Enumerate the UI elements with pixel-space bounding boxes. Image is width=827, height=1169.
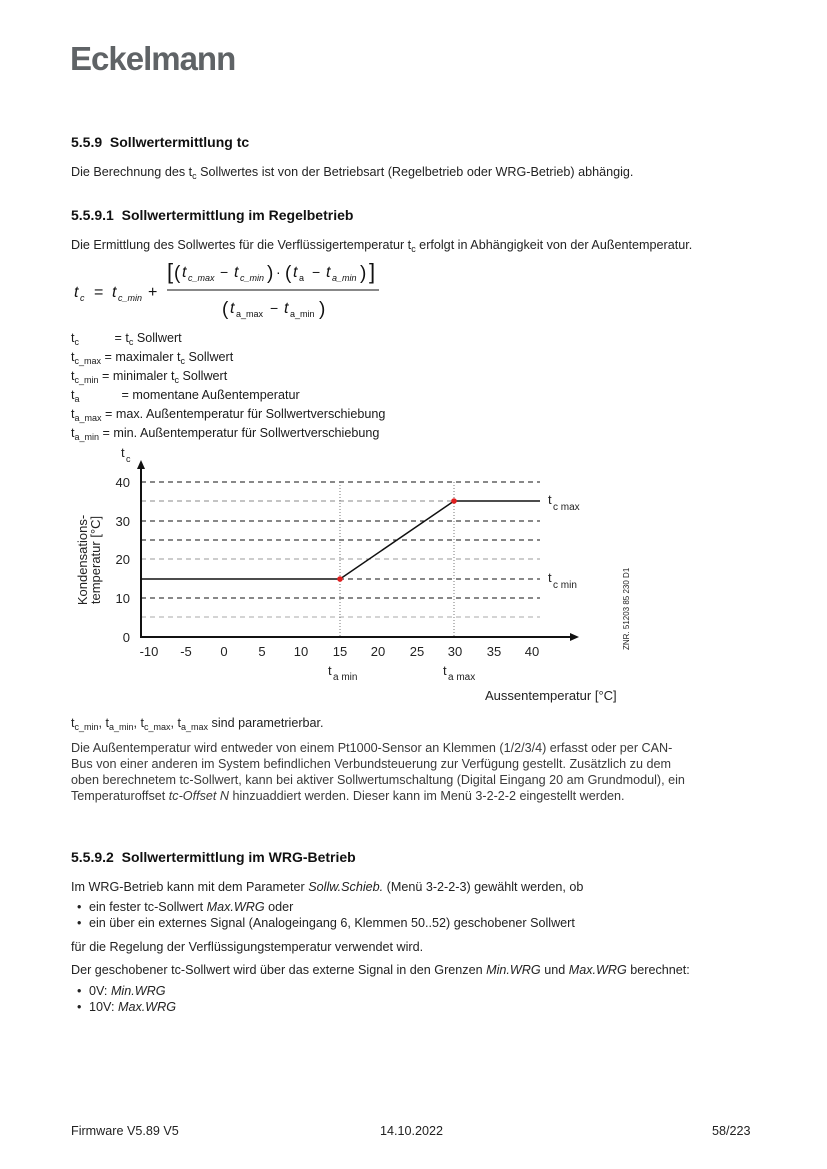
svg-text:c: c	[80, 293, 85, 303]
svg-text:15: 15	[332, 644, 348, 659]
footer-date: 14.10.2022	[380, 1124, 444, 1138]
svg-text:t: t	[328, 663, 332, 678]
svg-text:0: 0	[122, 630, 130, 645]
svg-text:t: t	[230, 300, 235, 317]
wrg-line3: Der geschobener tc-Sollwert wird über das externe Signal in den Grenzen Min.WRG und Max.WRG berechnet:	[71, 963, 690, 977]
svg-text:a: a	[299, 273, 305, 283]
intro-text: Die Ermittlung des Sollwertes für die Verflüssigertemperatur t	[71, 238, 412, 252]
svg-text:t: t	[293, 264, 298, 281]
svg-text:0: 0	[220, 644, 228, 659]
section-heading	[71, 134, 249, 150]
list-item: • 0V: Min.WRG	[71, 983, 176, 999]
svg-text:t: t	[443, 663, 447, 678]
x-tick-labels	[140, 644, 540, 659]
svg-text:-5: -5	[180, 644, 192, 659]
section-number: 5.5.9	[71, 134, 103, 150]
list-item: • ein fester tc-Sollwert Max.WRG oder	[71, 899, 575, 915]
svg-text:t: t	[74, 284, 79, 301]
svg-text:]: ]	[369, 259, 376, 284]
svg-text:20: 20	[370, 644, 386, 659]
svg-text:temperatur [°C]: temperatur [°C]	[88, 515, 103, 605]
list-item: • 10V: Max.WRG	[71, 999, 176, 1015]
svg-text:-10: -10	[139, 644, 159, 659]
x-axis-label: Aussentemperatur [°C]	[485, 688, 617, 703]
subsection-heading-regelbetrieb	[71, 207, 353, 223]
wrg-line2: für die Regelung der Verflüssigungstemperatur verwendet wird.	[71, 940, 424, 954]
definition-row: $t_c = t_c$ Sollwert	[71, 331, 182, 347]
setpoint-chart	[0, 440, 827, 710]
definition-row: $t_{c\_max}$ = maximaler $t_c$ Sollwert	[71, 350, 234, 366]
drawing-number: ZNR. 51203 85 230 D1	[622, 567, 631, 650]
y-axis-top-label: t	[121, 445, 125, 460]
svg-text:−: −	[270, 300, 279, 316]
svg-text:t: t	[112, 284, 117, 301]
variable-definitions	[71, 329, 385, 443]
subsection-number: 5.5.9.2	[71, 849, 114, 865]
svg-text:(: (	[285, 263, 292, 284]
subsection-number: 5.5.9.1	[71, 207, 114, 223]
footer-firmware: Firmware V5.89 V5	[71, 1124, 179, 1138]
y-axis-label	[75, 515, 103, 605]
svg-text:35: 35	[486, 644, 502, 659]
svg-text:t: t	[182, 264, 187, 281]
svg-text:c_min: c_min	[118, 293, 143, 303]
wrg-intro: Im WRG-Betrieb kann mit dem Parameter Sollw.Schieb. (Menü 3-2-2-3) gewählt werden, ob	[71, 880, 584, 894]
intro-sub: c	[192, 171, 197, 181]
svg-text:a max: a max	[448, 672, 476, 683]
section-title: Sollwertermittlung tc	[109, 134, 250, 150]
svg-text:a min: a min	[333, 672, 358, 683]
svg-text:30: 30	[115, 514, 130, 529]
definition-row: $t_{c\_min}$ = minimaler $t_c$ Sollwert	[71, 369, 228, 385]
svg-text:−: −	[220, 264, 229, 280]
svg-text:−: −	[312, 264, 321, 280]
section-intro	[71, 164, 633, 180]
svg-text:c min: c min	[553, 580, 577, 591]
eckelmann-logo: Eckelmann	[70, 40, 236, 77]
svg-text:t: t	[548, 570, 552, 585]
svg-text:c_max: c_max	[188, 273, 215, 283]
svg-text:10: 10	[293, 644, 309, 659]
y-tick-labels	[116, 475, 130, 645]
svg-text:[: [	[167, 259, 174, 284]
definition-row: $t_a$ = momentane Außentemperatur	[71, 388, 300, 404]
svg-text:): )	[319, 299, 326, 320]
svg-text:): )	[360, 263, 367, 284]
svg-text:+: +	[148, 284, 158, 301]
intro-text-post: Sollwertes ist von der Betriebsart (Regelbetrieb oder WRG-Betrieb) abhängig.	[196, 165, 634, 179]
svg-text:a_min: a_min	[290, 309, 315, 319]
svg-text:): )	[267, 263, 274, 284]
subsection-heading-wrg	[71, 849, 356, 865]
definition-row: $t_{a\_max} = \max$. Außentemperatur für Sollwertverschiebung	[71, 407, 386, 423]
svg-text:t: t	[284, 300, 289, 317]
subsection-title: Sollwertermittlung im Regelbetrieb	[121, 207, 354, 223]
svg-text:a_max: a_max	[236, 309, 264, 319]
svg-text:c: c	[126, 454, 131, 464]
subsection-title: Sollwertermittlung im WRG-Betrieb	[121, 849, 356, 865]
svg-text:t: t	[326, 264, 331, 281]
outside-temp-paragraph: Die Außentemperatur wird entweder von einem Pt1000-Sensor an Klemmen (1/2/3/4) erfasst oder per CAN- Bus von einer anderen im System befindlichen Verbundsteuerung zur Verfügung gestellt. Zusätzlich zu dem oben berechnetem tc-Sollwert, kann bei aktiver Sollwertumschaltung (Digital Eingang 20 am Grundmodul), ein Temperaturoffset tc-Offset N hinzuaddiert werden. Dieser kann im Menü 3-2-2-2 eingestellt werden.	[71, 741, 685, 803]
wrg-options-list	[71, 899, 575, 931]
intro-sub: c	[411, 244, 416, 254]
svg-text:t: t	[548, 492, 552, 507]
svg-text:Kondensations-: Kondensations-	[75, 514, 90, 606]
svg-text:40: 40	[115, 475, 130, 490]
list-item: • ein über ein externes Signal (Analogeingang 6, Klemmen 50..52) geschobener Sollwert	[71, 915, 575, 931]
intro-text: Die Berechnung des t	[71, 165, 193, 179]
parameter-note: $t_{c\_min}$, $t_{a\_min}$, $t_{c\_max}$, $t_{a\_max}$ sind parametrierbar.	[71, 716, 324, 732]
svg-text:10: 10	[115, 591, 130, 606]
point-ta-max	[451, 498, 457, 504]
svg-text:5: 5	[258, 644, 266, 659]
subsection-intro	[71, 237, 692, 253]
svg-text:25: 25	[409, 644, 425, 659]
footer-page-number: 58/223	[712, 1124, 751, 1138]
svg-text:t: t	[234, 264, 239, 281]
setpoint-formula	[72, 257, 402, 323]
svg-text:(: (	[174, 263, 181, 284]
svg-text:c_min: c_min	[240, 273, 265, 283]
svg-text:(: (	[222, 299, 229, 320]
svg-text:40: 40	[524, 644, 540, 659]
svg-text:30: 30	[447, 644, 463, 659]
svg-text:=: =	[94, 284, 104, 301]
svg-text:c max: c max	[553, 502, 580, 513]
point-ta-min	[337, 576, 343, 582]
svg-text:20: 20	[115, 552, 130, 567]
intro-text-post: erfolgt in Abhängigkeit von der Außentemperatur.	[415, 238, 693, 252]
definition-row: $t_{a\_min} = \min$. Außentemperatur für Sollwertverschiebung	[71, 426, 380, 442]
svg-text:a_min: a_min	[332, 273, 357, 283]
wrg-limits-list	[71, 983, 176, 1015]
svg-text:·: ·	[276, 264, 281, 280]
